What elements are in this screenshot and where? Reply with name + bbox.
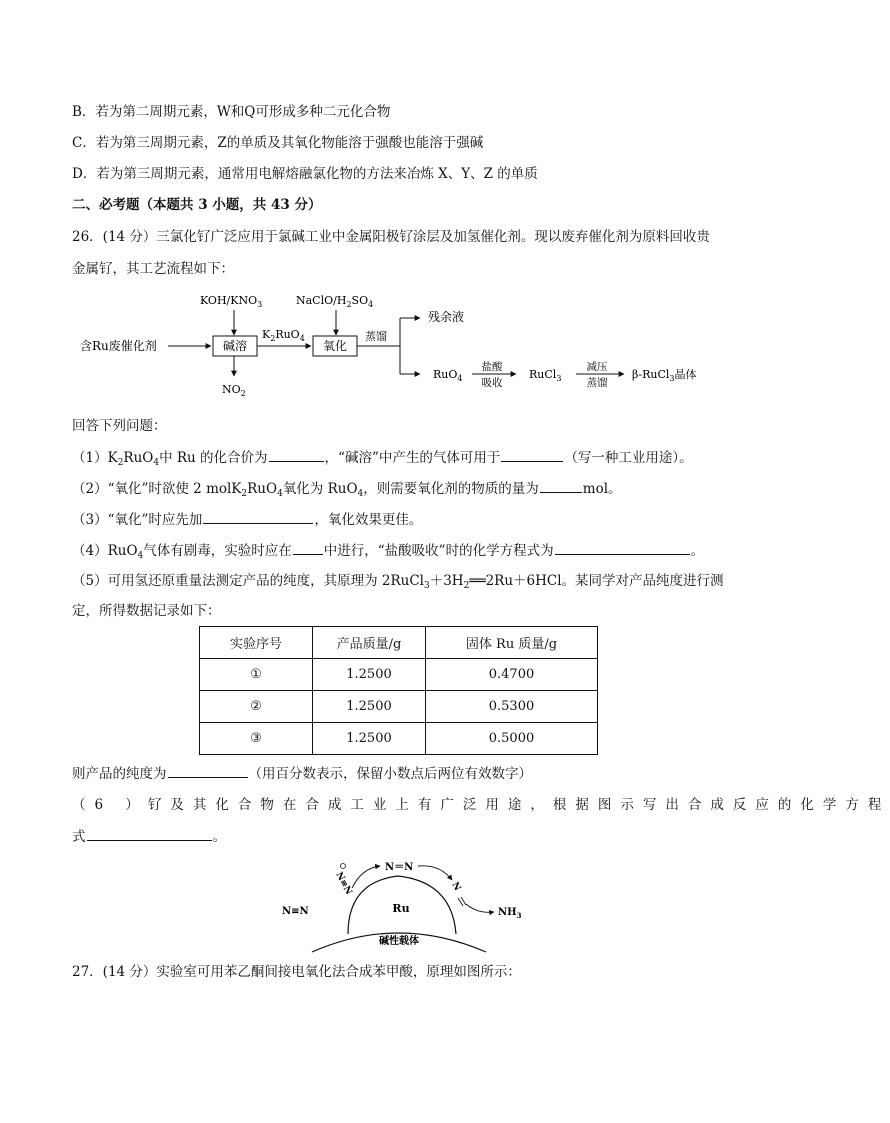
- answer-blank-6[interactable]: [87, 826, 212, 841]
- table-cell: 1.2500: [313, 723, 426, 755]
- flow-reagent1: KOH/$KNO_3$: [200, 294, 263, 309]
- flow-gas: $NO_2$: [222, 383, 246, 398]
- flow-absorb-top: 盐酸: [481, 361, 503, 373]
- ru-label: Ru: [392, 902, 410, 915]
- answer-blank-4b[interactable]: [555, 540, 690, 555]
- answer-prompt: 回答下列问题：: [72, 418, 167, 434]
- flow-distill: 蒸馏: [365, 330, 387, 343]
- q26-part4: （4）RuO$_4$气体有剧毒，实验时应在 中进行，“盐酸吸收”时的化学方程式为 。: [72, 540, 704, 566]
- q26-intro-line2: 金属钌，其工艺流程如下：: [72, 261, 234, 277]
- q26-part5-line1: （5）可用氢还原重量法测定产品的纯度，其原理为 $2RuCl_3+3H_2══2Ru+6HCl$。某同学对产品纯度进行测: [72, 573, 724, 591]
- process-flow-diagram: [0, 288, 794, 398]
- answer-blank-1b[interactable]: [501, 447, 563, 462]
- flow-product: β-RuCl$_3$晶体: [632, 368, 697, 383]
- q26-part2: （2）“氧化”时欲使 2 molK$_2$RuO$_4$氧化为 RuO$_4$，则需要氧化剂的物质的量为 mol。: [72, 478, 622, 504]
- answer-blank-2[interactable]: [540, 478, 582, 493]
- option-c: C．若为第三周期元素，Z的单质及其氧化物能溶于强酸也能溶于强碱: [72, 135, 484, 151]
- flow-reduce-top: 减压: [586, 361, 608, 373]
- nh3-label: $NH_3$: [498, 907, 522, 920]
- table-row: [200, 691, 598, 723]
- flow-box2-label: 氧化: [322, 339, 348, 353]
- q26-part6-line1: （6 ）钌及其化合物在合成工业上有广泛用途，根据图示写出合成反应的化学方程: [72, 797, 890, 813]
- table-cell: 0.4700: [426, 659, 598, 691]
- support-label: 碱性载体: [379, 936, 419, 947]
- n2-adsorbed-left: N≡N: [333, 870, 354, 897]
- flow-ruo4: RuO$_4$: [433, 368, 463, 383]
- table-row: [200, 723, 598, 755]
- answer-blank-5[interactable]: [168, 763, 248, 778]
- table-header: 实验序号: [200, 627, 313, 659]
- table-cell: 1.2500: [313, 659, 426, 691]
- answer-blank-1a[interactable]: [269, 447, 324, 462]
- n2-top: N＝N: [385, 862, 414, 873]
- table-cell: ②: [200, 691, 313, 723]
- data-table: [199, 626, 598, 755]
- flow-residue: 残余液: [428, 310, 465, 324]
- n-adsorbed-right: N: [449, 880, 463, 893]
- flow-reagent2: NaClO/$H_2SO_4$: [296, 294, 374, 309]
- table-cell: ①: [200, 659, 313, 691]
- catalyst-diagram: [0, 852, 794, 962]
- table-cell: ③: [200, 723, 313, 755]
- answer-blank-3[interactable]: [203, 509, 313, 524]
- table-cell: 0.5300: [426, 691, 598, 723]
- answer-blank-4a[interactable]: [293, 540, 323, 555]
- option-b: B．若为第二周期元素，W和Q可形成多种二元化合物: [72, 104, 391, 120]
- table-header-row: [200, 627, 598, 659]
- table-row: [200, 659, 598, 691]
- flow-absorb-bottom: 吸收: [481, 377, 503, 389]
- flow-rucl3: RuCl$_3$: [529, 368, 562, 383]
- option-d: D．若为第三周期元素，通常用电解熔融氯化物的方法来冶炼 X、Y、Z 的单质: [72, 166, 538, 182]
- flow-box1-label: 碱溶: [222, 339, 248, 353]
- flow-intermediate: $K_2RuO_4$: [262, 328, 305, 343]
- table-cell: 1.2500: [313, 691, 426, 723]
- table-cell: 0.5000: [426, 723, 598, 755]
- q26-purity: 则产品的纯度为 （用百分数表示，保留小数点后两位有效数字）: [72, 763, 532, 784]
- q26-part1: $(1)K_2RuO_4$中 Ru 的化合价为 ，“碱溶”中产生的气体可用于 （写一种工业用途）。: [72, 447, 693, 473]
- adsorption-dot-icon: [341, 864, 346, 869]
- q26-intro-line1: 26．(14 分）三氯化钌广泛应用于氯碱工业中金属阳极钌涂层及加氢催化剂。现以废弃催化剂为原料回收贵: [72, 229, 710, 245]
- q26-part6-line2: 式 。: [72, 826, 226, 847]
- n2-left: N≡N: [282, 906, 309, 917]
- q27-intro: 27．(14 分）实验室可用苯乙酮间接电氧化法合成苯甲酸，原理如图所示：: [72, 964, 521, 980]
- table-header: 产品质量/g: [313, 627, 426, 659]
- q26-part3: （3）“氧化”时应先加 ，氧化效果更佳。: [72, 509, 422, 530]
- table-header: 固体 Ru 质量/g: [426, 627, 598, 659]
- q26-part5-line2: 定，所得数据记录如下：: [72, 603, 221, 619]
- flow-reduce-bottom: 蒸馏: [586, 377, 608, 389]
- section-title: 二、必考题（本题共 3 小题，共 43 分）: [72, 197, 322, 213]
- flow-start: 含Ru废催化剂: [80, 339, 157, 353]
